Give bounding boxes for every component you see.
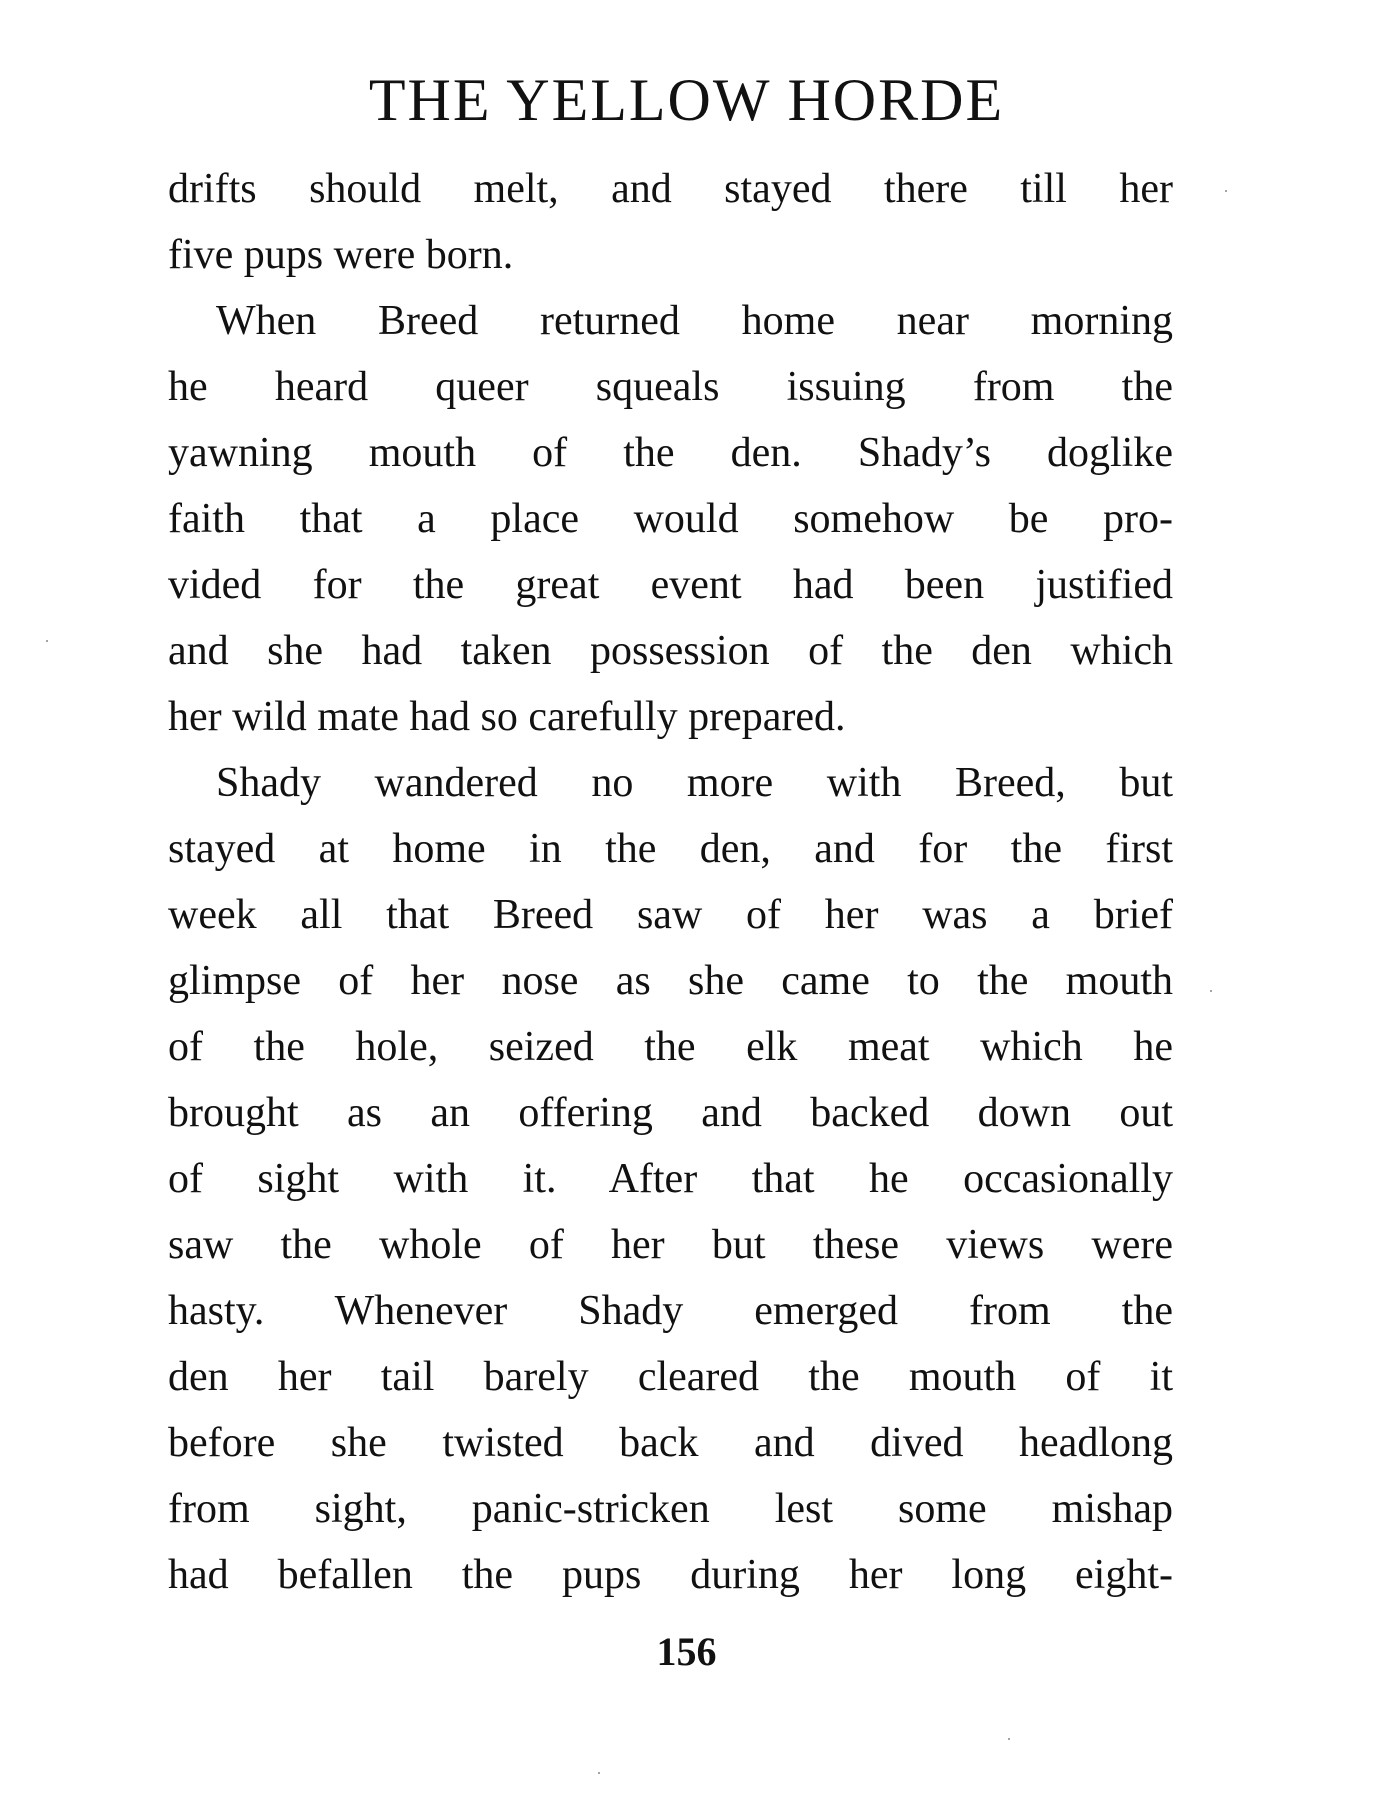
text-line: hasty. Whenever Shady emerged from the [168, 1288, 1173, 1334]
text-line: yawning mouth of the den. Shady’s doglike [168, 430, 1173, 476]
text-line: glimpse of her nose as she came to the mouth [168, 958, 1173, 1004]
text-line: When Breed returned home near morning [216, 298, 1173, 344]
text-line: and she had taken possession of the den which [168, 628, 1173, 674]
page-number: 156 [656, 1629, 717, 1674]
body-text [168, 156, 1173, 1608]
scan-speck [598, 1772, 600, 1774]
running-head: THE YELLOW HORDE [368, 67, 1005, 133]
scan-speck [1225, 190, 1227, 192]
text-line: her wild mate had so carefully prepared. [168, 694, 846, 740]
text-line: saw the whole of her but these views were [168, 1222, 1173, 1268]
scan-speck [1008, 1738, 1010, 1740]
text-line: Shady wandered no more with Breed, but [216, 760, 1173, 806]
text-line: before she twisted back and dived headlong [168, 1420, 1173, 1466]
text-line: had befallen the pups during her long eight- [168, 1552, 1173, 1598]
text-line: den her tail barely cleared the mouth of it [168, 1354, 1173, 1400]
text-line: from sight, panic-stricken lest some mishap [168, 1486, 1173, 1532]
text-line: stayed at home in the den, and for the first [168, 826, 1173, 872]
text-line: faith that a place would somehow be pro- [168, 496, 1173, 542]
text-line: he heard queer squeals issuing from the [168, 364, 1173, 410]
scan-speck [1210, 990, 1212, 992]
text-line: vided for the great event had been justified [168, 562, 1173, 608]
text-line: drifts should melt, and stayed there till her [168, 166, 1173, 212]
text-line: brought as an offering and backed down out [168, 1090, 1173, 1136]
text-line: of sight with it. After that he occasionally [168, 1156, 1173, 1202]
scan-speck [46, 640, 48, 642]
text-line: five pups were born. [168, 232, 514, 278]
text-line: of the hole, seized the elk meat which he [168, 1024, 1173, 1070]
text-line: week all that Breed saw of her was a brief [168, 892, 1173, 938]
